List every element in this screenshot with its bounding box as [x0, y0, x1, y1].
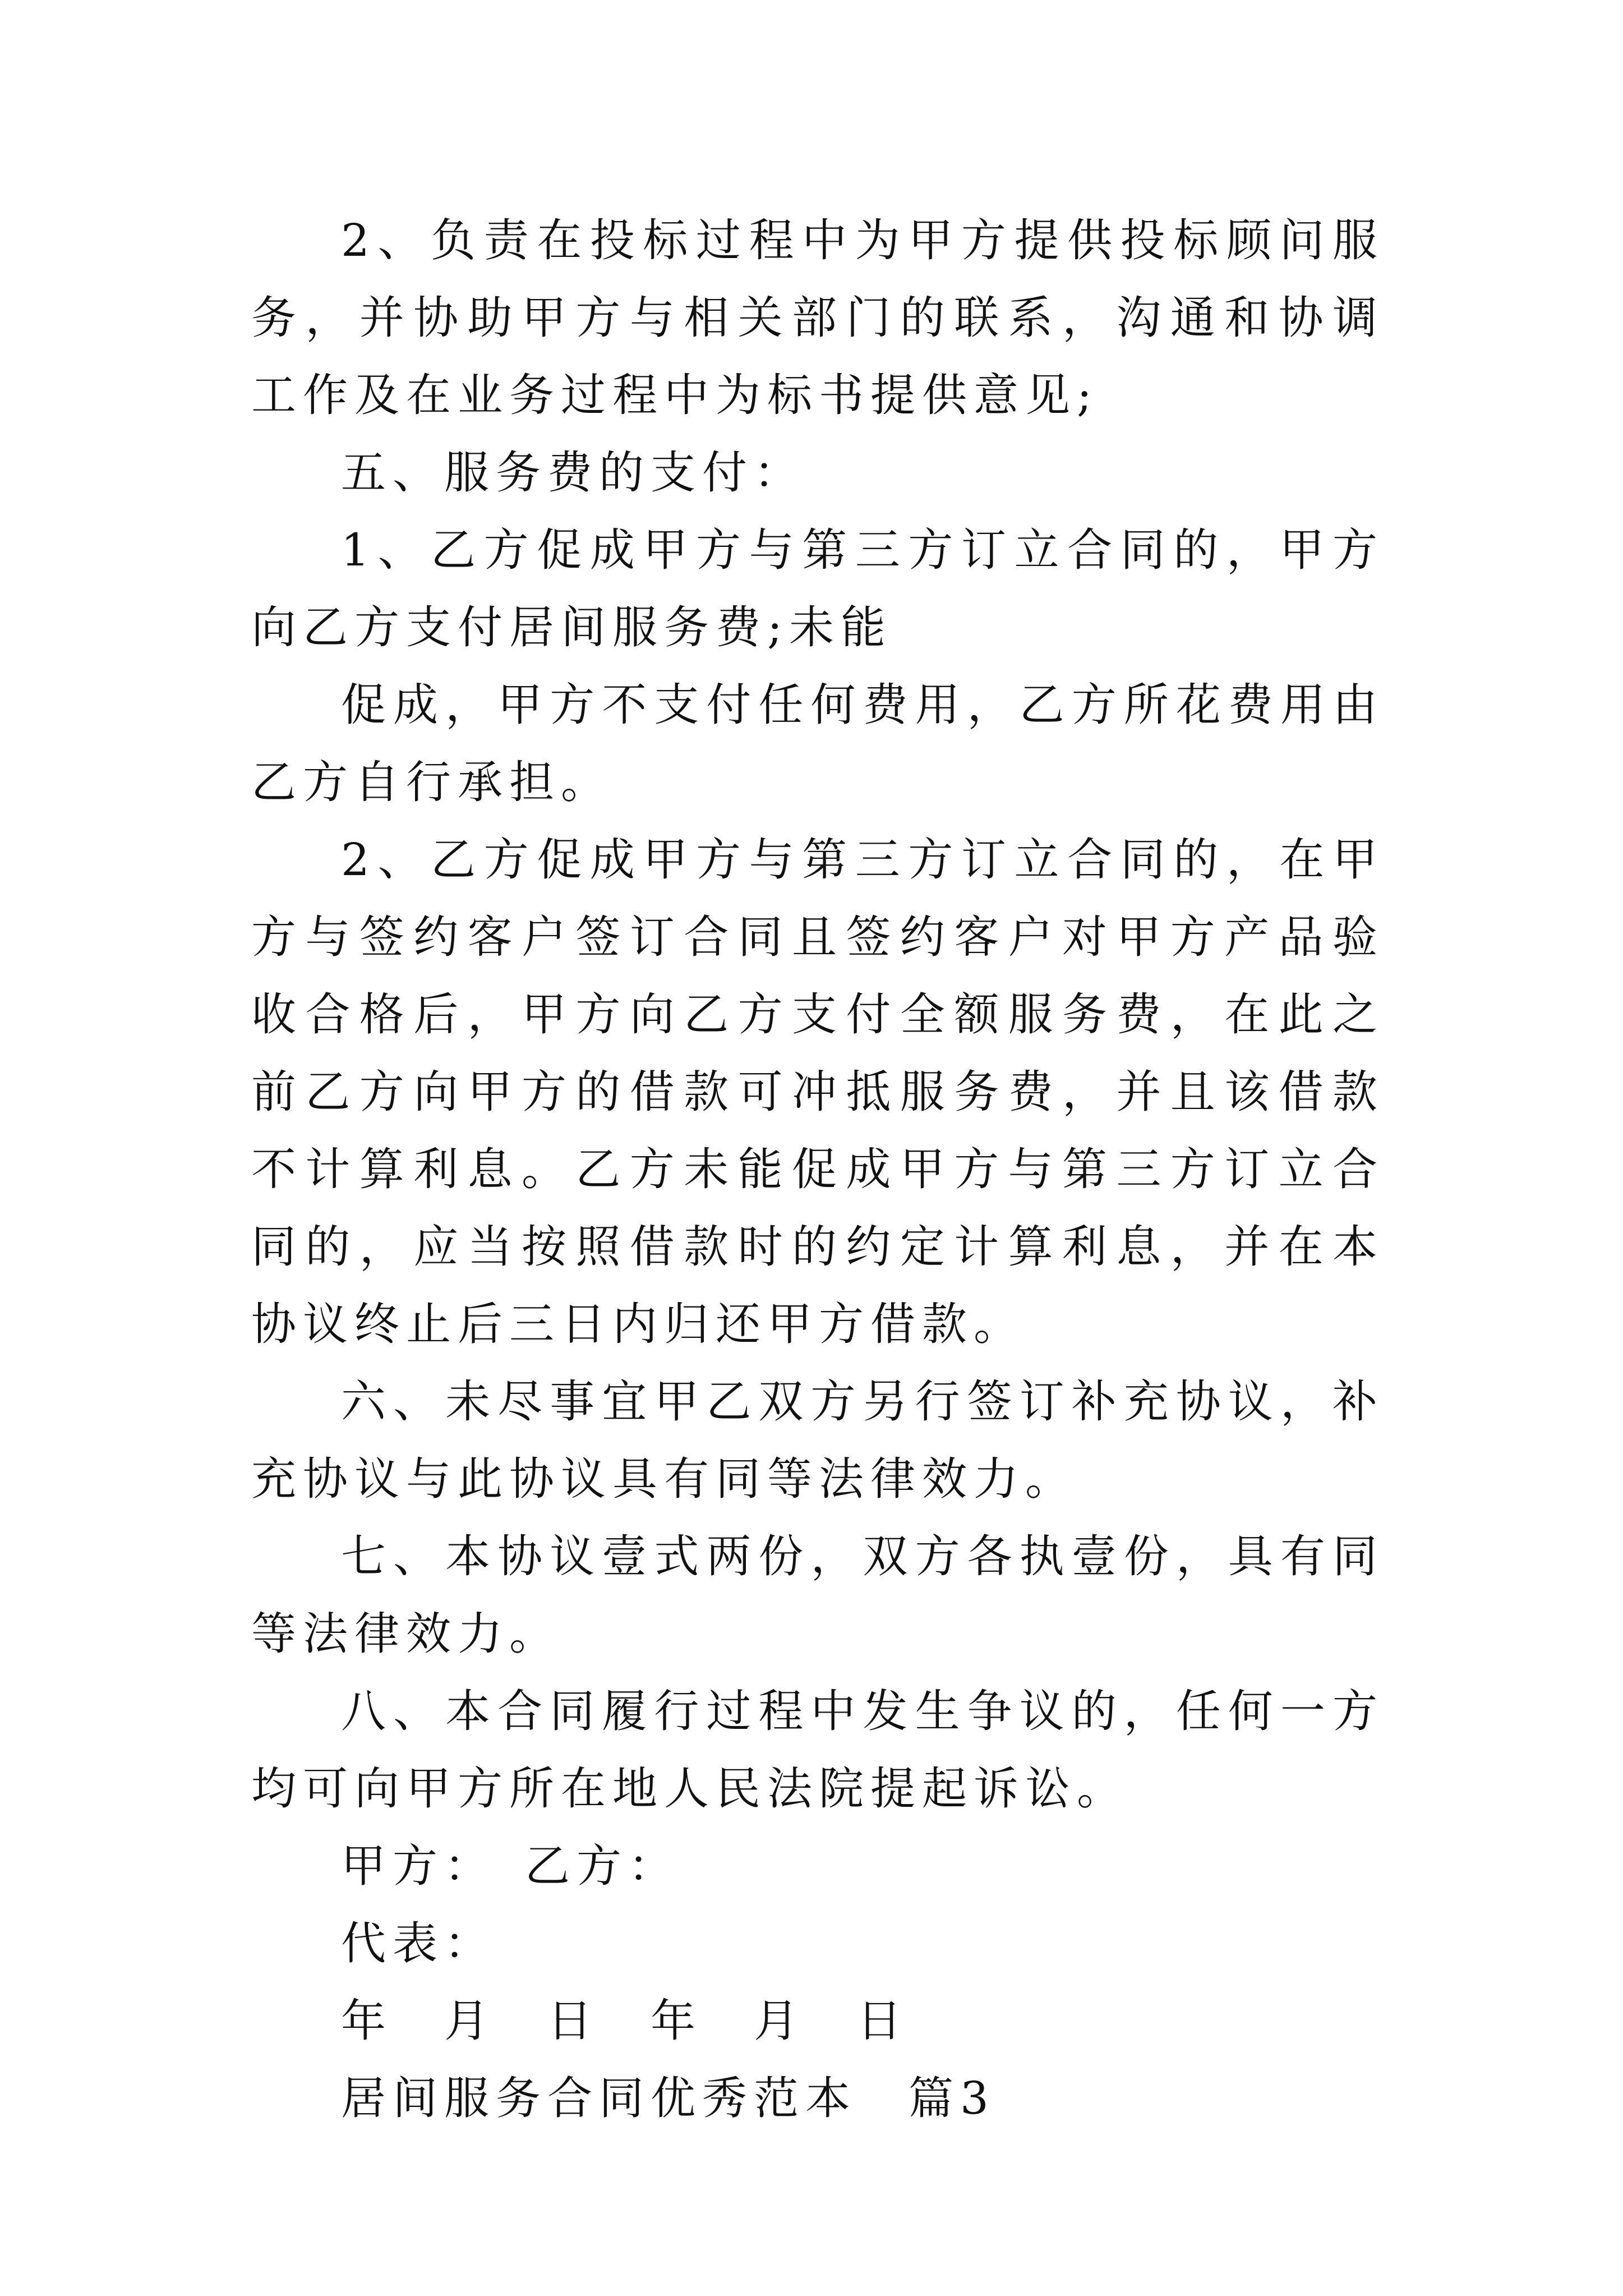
paragraph-fee-clause-1-continued: 促成，甲方不支付任何费用，乙方所花费用由乙方自行承担。 [251, 679, 1384, 808]
signature-representative: 代表： [341, 1917, 496, 1970]
signature-dates: 年 月 日 年 月 日 [341, 1995, 909, 2047]
paragraph-clause-8-disputes: 八、本合同履行过程中发生争议的，任何一方均可向甲方所在地人民法院提起诉讼。 [251, 1685, 1384, 1815]
paragraph-clause-7-copies: 七、本协议壹式两份，双方各执壹份，具有同等法律效力。 [251, 1530, 1384, 1660]
next-section-heading: 居间服务合同优秀范本 篇3 [341, 2072, 995, 2124]
paragraph-clause-6-supplement: 六、未尽事宜甲乙双方另行签订补充协议，补充协议与此协议具有同等法律效力。 [251, 1375, 1384, 1505]
section-heading-fee-payment: 五、服务费的支付： [341, 447, 805, 499]
paragraph-fee-clause-1: 1、乙方促成甲方与第三方订立合同的，甲方向乙方支付居间服务费;未能 [251, 524, 1384, 654]
signature-parties: 甲方： 乙方： [341, 1840, 680, 1892]
paragraph-clause-2-consulting: 2、负责在投标过程中为甲方提供投标顾问服务，并协助甲方与相关部门的联系，沟通和协调工作及在业务过程中为标书提供意见; [251, 214, 1384, 421]
document-body [251, 202, 1384, 2137]
paragraph-fee-clause-2: 2、乙方促成甲方与第三方订立合同的，在甲方与签约客户签订合同且签约客户对甲方产品验收合格后，甲方向乙方支付全额服务费，在此之前乙方向甲方的借款可冲抵服务费，并且该借款不计算利息。乙方未能促成甲方与第三方订立合同的，应当按照借款时的约定计算利息，并在本协议终止后三日内归还甲方借款。 [251, 834, 1384, 1350]
